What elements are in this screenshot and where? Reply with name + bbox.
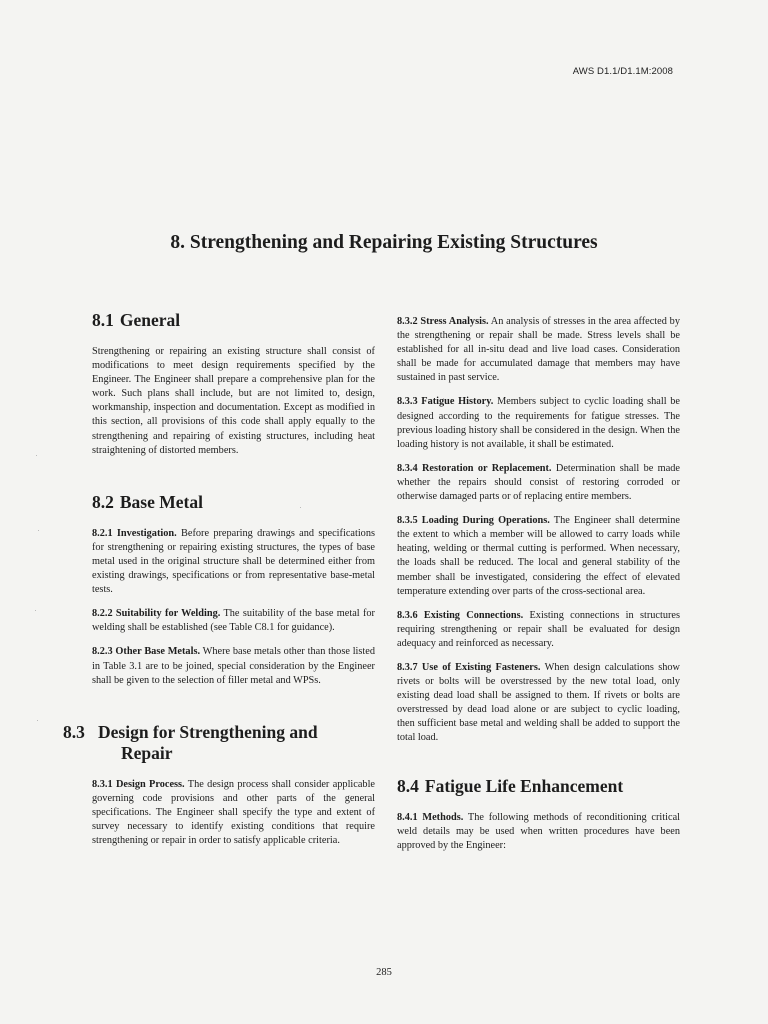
paragraph-8-3-4	[397, 462, 680, 504]
left-column	[63, 310, 376, 848]
paragraph-8-3-1	[92, 778, 375, 848]
scan-artifact	[300, 507, 301, 508]
section-title-line-2: Repair	[121, 742, 173, 763]
paragraph-8-2-3	[92, 645, 375, 687]
paragraph-heading: 8.3.5 Loading During Operations.	[397, 515, 550, 527]
paragraph-text: Members subject to cyclic loading shall be designed according to the requirements for fatigue stresses. The previous loading history shall be considered in the design. When the loading history is not available, it shall be estimated.	[397, 396, 680, 450]
paragraph-heading: 8.2.3 Other Base Metals.	[92, 646, 201, 658]
paragraph-text: Determination shall be made whether the repairs should consist of restoring corroded or otherwise damaged parts or of replacing entire members.	[397, 462, 680, 503]
scan-artifact	[38, 530, 39, 531]
right-column	[397, 315, 680, 853]
page-header-reference: AWS D1.1/D1.1M:2008	[572, 66, 673, 77]
paragraph-text: An analysis of stresses in the area affected by the strengthening or repair shall be made. Stress levels shall be established for all in-situ dead and live load cases. Consideration shall be made for accumulated damage that members may have sustained in past service.	[397, 316, 680, 384]
paragraph-heading: 8.3.3 Fatigue History.	[397, 396, 494, 408]
paragraph-heading: 8.4.1 Methods.	[397, 811, 464, 823]
section-8-2-heading	[92, 492, 375, 513]
paragraph-text: Existing connections in structures requiring strengthening or repair shall be evaluated for design adequacy and reinforced as necessary.	[397, 609, 681, 649]
section-8-3-heading: 8.3 Design for Strengthening and Repair	[63, 721, 318, 763]
paragraph-8-4-1	[397, 811, 680, 853]
section-title-line-1: Design for Strengthening and	[98, 721, 318, 742]
paragraph-text: When design calculations show rivets or bolts will be overstressed by the new total load, only existing dead load shall be assigned to them. If rivets or bolts are overstressed by dead load alone or are subject to cyclic loading, then sufficient base metal and welding shall be added to support the total load.	[397, 661, 680, 744]
paragraph-8-3-6	[397, 609, 680, 651]
paragraph-8-3-3	[397, 395, 680, 451]
paragraph-text: Before preparing drawings and specifications for strengthening or repairing existing structures, the types of base metal used in the original structure shall be determined either from existing drawings, specifications or from representative base-metal tests.	[92, 527, 375, 596]
paragraph-text: The design process shall consider applicable governing code provisions and other parts of the general specifications. The Engineer shall specify the type and extent of survey necessary to identify existing conditions that require strengthening or repair in order to satisfy applicable criteria.	[92, 778, 376, 847]
section-number: 8.1	[92, 310, 114, 330]
section-title: General	[119, 310, 181, 330]
paragraph-heading: 8.3.4 Restoration or Replacement.	[397, 462, 552, 474]
chapter-title: 8. Strengthening and Repairing Existing Structures	[170, 232, 598, 253]
paragraph-text: The suitability of the base metal for welding shall be established (see Table C8.1 for guidance).	[92, 608, 375, 634]
section-title: Base Metal	[119, 491, 203, 512]
paragraph-heading: 8.3.6 Existing Connections.	[397, 609, 524, 621]
paragraph-heading: 8.3.2 Stress Analysis.	[397, 316, 489, 327]
paragraph-heading: 8.3.1 Design Process.	[92, 778, 185, 790]
paragraph-8-3-7	[397, 661, 680, 746]
paragraph-text: The following methods of reconditioning critical weld details may be used when written procedures have been approved by the Engineer:	[397, 811, 680, 851]
page-number: 285	[376, 967, 392, 978]
paragraph-text: The Engineer shall determine the extent to which a member will be allowed to carry loads while heating, welding or thermal cutting is performed. When necessary, the loads shall be reduced. The local and general stability of the member shall be investigated, considering the effect of elevated temperature extending over parts of the cross-sectional area.	[397, 515, 680, 597]
paragraph-heading: 8.3.7 Use of Existing Fasteners.	[397, 661, 541, 673]
paragraph-8-3-2	[397, 315, 680, 385]
section-8-1-heading	[92, 310, 375, 331]
scan-artifact	[35, 610, 36, 611]
section-8-4-heading	[397, 776, 680, 797]
scan-artifact	[36, 455, 37, 456]
paragraph-8-3-5	[397, 514, 680, 599]
paragraph-text: Where base metals other than those listed in Table 3.1 are to be joined, special consideration by the Engineer shall be given to the selection of filler metal and WPSs.	[92, 646, 376, 686]
section-number: 8.2	[92, 491, 114, 512]
paragraph-8-2-1	[92, 527, 375, 597]
section-8-1-body: Strengthening or repairing an existing structure shall consist of modifications to meet design requirements specified by the Engineer. The Engineer shall prepare a comprehensive plan for the work. Such plans shall include, but are not limited to, design, workmanship, inspection and documentation. Except as modified in this section, all provisions of this code shall apply equally to the strengthening and repairing of existing structures, including heat straightening of distorted members.	[92, 346, 375, 456]
section-number: 8.4	[397, 775, 419, 796]
section-title: Fatigue Life Enhancement	[424, 775, 624, 796]
scan-artifact	[37, 720, 38, 721]
paragraph-heading: 8.2.1 Investigation.	[92, 527, 177, 539]
paragraph-heading: 8.2.2 Suitability for Welding.	[92, 608, 221, 620]
paragraph-8-2-2	[92, 607, 375, 635]
